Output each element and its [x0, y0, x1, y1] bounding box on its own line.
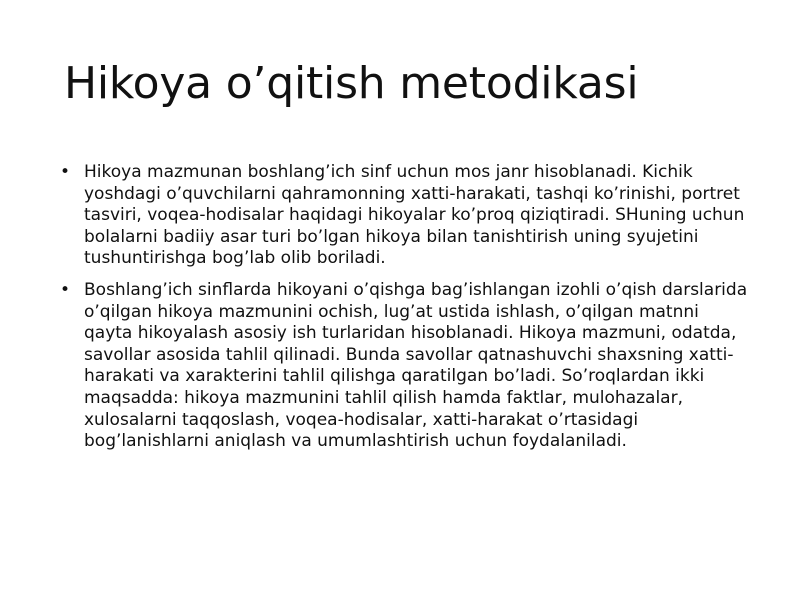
- slide-title: Hikoya o’qitish metodikasi: [64, 58, 639, 109]
- bullet-item: [60, 162, 750, 270]
- bullet-item: [60, 280, 750, 453]
- bullet-marker: •: [60, 162, 71, 182]
- bullet-text: Hikoya mazmunan boshlang’ich sinf uchun mos janr hisoblanadi. Kichik yoshdagi o’quvchilarni qahramonning xatti-harakati, tashqi ko’rinishi, portret tasviri, voqea-hodisalar haqidagi hikoyalar ko’proq qiziqtiradi. SHuning uchun bolalarni badiiy asar turi bo’lgan hikoya bilan tanishtirish uning syujetini tushuntirishga bog’lab olib boriladi.: [84, 162, 745, 269]
- bullet-marker: •: [60, 279, 71, 300]
- bullet-text: Boshlang’ich sinflarda hikoyani o’qishga bag’ishlangan izohli o’qish darslarida o’qilgan hikoya mazmunini ochish, lug’at ustida ishlash, o’qilgan matnni qayta hikoyalash asosiy ish turlaridan hisoblanadi. Hikoya mazmuni, odatda, savollar asosida tahlil qilinadi. Bunda savollar qatnashuvchi shaxsning xatti-harakati va xarakterini tahlil qilishga qaratilgan bo’ladi. So’roqlardan ikki maqsadda: hikoya mazmunini tahlil qilish hamda faktlar, mulohazalar, xulosalarni taqqoslash, voqea-hodisalar, xatti-harakat o’rtasidagi bog’lanishlarni aniqlash va umumlashtirish uchun foydalaniladi.: [84, 279, 748, 452]
- bullet-list: [60, 162, 750, 463]
